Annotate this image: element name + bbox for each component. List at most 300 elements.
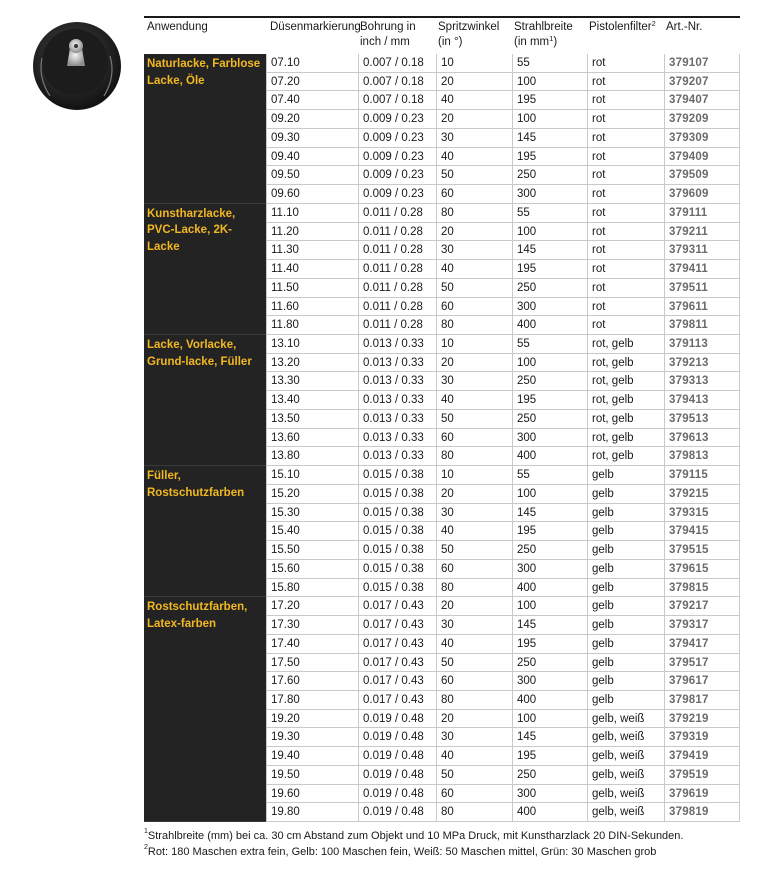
- cell-art-nr: 379519: [664, 766, 740, 784]
- cell-art-nr: 379417: [664, 635, 740, 653]
- footnote-1: [144, 828, 764, 844]
- cell-pistolenfilter: rot, gelb: [587, 410, 664, 428]
- cell-art-nr: 379419: [664, 747, 740, 765]
- cell-pistolenfilter: rot, gelb: [587, 391, 664, 409]
- cell-art-nr: 379113: [664, 335, 740, 353]
- cell-strahlbreite: 195: [512, 148, 587, 166]
- cell-strahlbreite: 195: [512, 747, 587, 765]
- cell-bohrung: 0.011 / 0.28: [358, 260, 436, 278]
- table-row: [266, 766, 740, 785]
- cell-spritzwinkel: 80: [436, 803, 512, 821]
- cell-bohrung: 0.013 / 0.33: [358, 372, 436, 390]
- table-row: [266, 279, 740, 298]
- cell-duesenmarkierung: 13.80: [266, 447, 358, 465]
- cell-art-nr: 379311: [664, 241, 740, 259]
- cell-spritzwinkel: 40: [436, 747, 512, 765]
- application-group: [144, 204, 266, 335]
- cell-spritzwinkel: 30: [436, 616, 512, 634]
- table-row: [266, 728, 740, 747]
- table-row: [266, 616, 740, 635]
- cell-spritzwinkel: 50: [436, 766, 512, 784]
- cell-spritzwinkel: 50: [436, 654, 512, 672]
- table-row: [266, 91, 740, 110]
- cell-spritzwinkel: 40: [436, 635, 512, 653]
- table-row: [266, 485, 740, 504]
- cell-spritzwinkel: 20: [436, 110, 512, 128]
- cell-bohrung: 0.007 / 0.18: [358, 73, 436, 91]
- cell-bohrung: 0.017 / 0.43: [358, 672, 436, 690]
- cell-pistolenfilter: gelb: [587, 597, 664, 615]
- cell-pistolenfilter: gelb: [587, 485, 664, 503]
- cell-art-nr: 379317: [664, 616, 740, 634]
- cell-pistolenfilter: gelb, weiß: [587, 747, 664, 765]
- cell-spritzwinkel: 50: [436, 541, 512, 559]
- cell-bohrung: 0.015 / 0.38: [358, 466, 436, 484]
- cell-strahlbreite: 55: [512, 335, 587, 353]
- col-winkel-line1: Spritzwinkel: [438, 21, 500, 33]
- cell-bohrung: 0.017 / 0.43: [358, 635, 436, 653]
- cell-strahlbreite: 300: [512, 672, 587, 690]
- cell-strahlbreite: 400: [512, 447, 587, 465]
- cell-duesenmarkierung: 19.30: [266, 728, 358, 746]
- cell-spritzwinkel: 20: [436, 485, 512, 503]
- cell-strahlbreite: 195: [512, 522, 587, 540]
- table-row: [266, 298, 740, 317]
- cell-spritzwinkel: 80: [436, 579, 512, 597]
- cell-duesenmarkierung: 19.20: [266, 710, 358, 728]
- cell-duesenmarkierung: 09.20: [266, 110, 358, 128]
- application-label: Naturlacke, Farblose Lacke, Öle: [147, 58, 261, 87]
- cell-duesenmarkierung: 19.50: [266, 766, 358, 784]
- cell-spritzwinkel: 60: [436, 185, 512, 203]
- cell-art-nr: 379409: [664, 148, 740, 166]
- table-row: [266, 110, 740, 129]
- cell-art-nr: 379513: [664, 410, 740, 428]
- cell-duesenmarkierung: 09.30: [266, 129, 358, 147]
- col-spritzwinkel: [438, 20, 499, 50]
- application-group: [144, 54, 266, 204]
- cell-duesenmarkierung: 15.80: [266, 579, 358, 597]
- cell-pistolenfilter: rot, gelb: [587, 354, 664, 372]
- table-row: [266, 73, 740, 92]
- cell-bohrung: 0.009 / 0.23: [358, 129, 436, 147]
- cell-bohrung: 0.013 / 0.33: [358, 335, 436, 353]
- cell-duesenmarkierung: 19.40: [266, 747, 358, 765]
- cell-duesenmarkierung: 17.40: [266, 635, 358, 653]
- cell-art-nr: 379115: [664, 466, 740, 484]
- cell-spritzwinkel: 20: [436, 73, 512, 91]
- cell-art-nr: 379613: [664, 429, 740, 447]
- cell-strahlbreite: 195: [512, 635, 587, 653]
- cell-strahlbreite: 400: [512, 316, 587, 334]
- cell-art-nr: 379811: [664, 316, 740, 334]
- footnote-mark-2: 2: [651, 19, 656, 28]
- cell-duesenmarkierung: 13.40: [266, 391, 358, 409]
- cell-art-nr: 379215: [664, 485, 740, 503]
- cell-pistolenfilter: rot: [587, 54, 664, 72]
- cell-spritzwinkel: 30: [436, 504, 512, 522]
- cell-duesenmarkierung: 13.30: [266, 372, 358, 390]
- cell-strahlbreite: 250: [512, 766, 587, 784]
- cell-spritzwinkel: 80: [436, 316, 512, 334]
- cell-duesenmarkierung: 15.20: [266, 485, 358, 503]
- cell-pistolenfilter: rot, gelb: [587, 335, 664, 353]
- cell-art-nr: 379213: [664, 354, 740, 372]
- cell-bohrung: 0.009 / 0.23: [358, 166, 436, 184]
- table-row: [266, 635, 740, 654]
- cell-duesenmarkierung: 13.20: [266, 354, 358, 372]
- cell-duesenmarkierung: 09.40: [266, 148, 358, 166]
- cell-bohrung: 0.009 / 0.23: [358, 110, 436, 128]
- cell-duesenmarkierung: 15.10: [266, 466, 358, 484]
- cell-strahlbreite: 55: [512, 204, 587, 222]
- cell-art-nr: 379619: [664, 785, 740, 803]
- cell-art-nr: 379111: [664, 204, 740, 222]
- cell-strahlbreite: 100: [512, 110, 587, 128]
- cell-strahlbreite: 100: [512, 73, 587, 91]
- cell-art-nr: 379209: [664, 110, 740, 128]
- cell-pistolenfilter: rot: [587, 204, 664, 222]
- cell-spritzwinkel: 60: [436, 429, 512, 447]
- col-breite-line1: Strahlbreite: [514, 21, 573, 33]
- cell-strahlbreite: 400: [512, 579, 587, 597]
- cell-duesenmarkierung: 11.10: [266, 204, 358, 222]
- cell-strahlbreite: 400: [512, 803, 587, 821]
- cell-bohrung: 0.007 / 0.18: [358, 91, 436, 109]
- table-row: [266, 335, 740, 354]
- cell-art-nr: 379211: [664, 223, 740, 241]
- cell-strahlbreite: 250: [512, 410, 587, 428]
- cell-spritzwinkel: 60: [436, 298, 512, 316]
- table-row: [266, 579, 740, 598]
- cell-pistolenfilter: rot, gelb: [587, 372, 664, 390]
- cell-duesenmarkierung: 11.50: [266, 279, 358, 297]
- cell-bohrung: 0.017 / 0.43: [358, 654, 436, 672]
- data-rows: [266, 54, 740, 822]
- cell-pistolenfilter: rot: [587, 241, 664, 259]
- table-row: [266, 691, 740, 710]
- table-row: [266, 466, 740, 485]
- cell-pistolenfilter: gelb, weiß: [587, 766, 664, 784]
- cell-pistolenfilter: gelb, weiß: [587, 785, 664, 803]
- table-row: [266, 148, 740, 167]
- cell-bohrung: 0.013 / 0.33: [358, 429, 436, 447]
- cell-spritzwinkel: 20: [436, 223, 512, 241]
- cell-bohrung: 0.011 / 0.28: [358, 316, 436, 334]
- cell-pistolenfilter: gelb: [587, 522, 664, 540]
- cell-art-nr: 379609: [664, 185, 740, 203]
- table-row: [266, 54, 740, 73]
- application-column: [144, 54, 266, 822]
- cell-art-nr: 379107: [664, 54, 740, 72]
- cell-strahlbreite: 100: [512, 354, 587, 372]
- footnotes: [144, 828, 764, 860]
- cell-pistolenfilter: rot: [587, 223, 664, 241]
- cell-spritzwinkel: 80: [436, 691, 512, 709]
- cell-spritzwinkel: 30: [436, 241, 512, 259]
- cell-spritzwinkel: 50: [436, 410, 512, 428]
- cell-strahlbreite: 300: [512, 560, 587, 578]
- cell-bohrung: 0.019 / 0.48: [358, 710, 436, 728]
- cell-bohrung: 0.019 / 0.48: [358, 803, 436, 821]
- footnote-1-text: Strahlbreite (mm) bei ca. 30 cm Abstand zum Objekt und 10 MPa Druck, mit Kunstharzlack 20 DIN-Sekunden.: [147, 830, 684, 842]
- cell-bohrung: 0.013 / 0.33: [358, 391, 436, 409]
- cell-pistolenfilter: rot, gelb: [587, 447, 664, 465]
- col-breite-line2b: ): [553, 36, 558, 48]
- cell-duesenmarkierung: 17.50: [266, 654, 358, 672]
- cell-bohrung: 0.015 / 0.38: [358, 579, 436, 597]
- cell-spritzwinkel: 60: [436, 785, 512, 803]
- spray-nozzle-icon: [30, 8, 124, 114]
- nozzle-table: [144, 16, 740, 822]
- cell-pistolenfilter: rot, gelb: [587, 429, 664, 447]
- cell-pistolenfilter: rot: [587, 316, 664, 334]
- cell-bohrung: 0.015 / 0.38: [358, 522, 436, 540]
- cell-art-nr: 379509: [664, 166, 740, 184]
- table-row: [266, 447, 740, 466]
- cell-spritzwinkel: 50: [436, 166, 512, 184]
- cell-art-nr: 379407: [664, 91, 740, 109]
- cell-spritzwinkel: 10: [436, 335, 512, 353]
- cell-bohrung: 0.017 / 0.43: [358, 597, 436, 615]
- cell-art-nr: 379617: [664, 672, 740, 690]
- table-row: [266, 785, 740, 804]
- table-row: [266, 747, 740, 766]
- table-row: [266, 672, 740, 691]
- table-row: [266, 410, 740, 429]
- col-filter-label: Pistolenfilter: [589, 21, 652, 33]
- application-label: Lacke, Vorlacke, Grund-lacke, Füller: [147, 339, 252, 368]
- cell-spritzwinkel: 60: [436, 560, 512, 578]
- application-group: [144, 597, 266, 822]
- cell-art-nr: 379207: [664, 73, 740, 91]
- cell-strahlbreite: 100: [512, 597, 587, 615]
- table-row: [266, 710, 740, 729]
- cell-art-nr: 379517: [664, 654, 740, 672]
- cell-strahlbreite: 100: [512, 485, 587, 503]
- table-row: [266, 260, 740, 279]
- cell-bohrung: 0.019 / 0.48: [358, 785, 436, 803]
- cell-bohrung: 0.015 / 0.38: [358, 560, 436, 578]
- cell-pistolenfilter: rot: [587, 110, 664, 128]
- cell-duesenmarkierung: 11.40: [266, 260, 358, 278]
- cell-spritzwinkel: 20: [436, 710, 512, 728]
- table-row: [266, 654, 740, 673]
- application-group: [144, 466, 266, 597]
- cell-art-nr: 379313: [664, 372, 740, 390]
- footnote-2-text: Rot: 180 Maschen extra fein, Gelb: 100 Maschen fein, Weiß: 50 Maschen mittel, Grün: 30 Maschen grob: [147, 846, 657, 858]
- footnote-1-mark: 1: [144, 828, 148, 835]
- cell-pistolenfilter: gelb: [587, 504, 664, 522]
- cell-pistolenfilter: rot: [587, 73, 664, 91]
- cell-spritzwinkel: 30: [436, 372, 512, 390]
- cell-art-nr: 379309: [664, 129, 740, 147]
- col-duesenmarkierung: Düsenmarkierung: [270, 21, 361, 33]
- col-bohrung-line2: inch / mm: [360, 36, 410, 48]
- cell-strahlbreite: 55: [512, 54, 587, 72]
- cell-duesenmarkierung: 07.40: [266, 91, 358, 109]
- cell-pistolenfilter: rot: [587, 148, 664, 166]
- cell-bohrung: 0.011 / 0.28: [358, 298, 436, 316]
- cell-strahlbreite: 250: [512, 541, 587, 559]
- cell-spritzwinkel: 40: [436, 391, 512, 409]
- cell-strahlbreite: 250: [512, 279, 587, 297]
- cell-strahlbreite: 300: [512, 429, 587, 447]
- table-row: [266, 372, 740, 391]
- cell-art-nr: 379315: [664, 504, 740, 522]
- cell-strahlbreite: 100: [512, 710, 587, 728]
- cell-bohrung: 0.011 / 0.28: [358, 279, 436, 297]
- cell-strahlbreite: 250: [512, 654, 587, 672]
- col-bohrung-line1: Bohrung in: [360, 21, 416, 33]
- cell-art-nr: 379819: [664, 803, 740, 821]
- table-row: [266, 316, 740, 335]
- cell-strahlbreite: 400: [512, 691, 587, 709]
- cell-bohrung: 0.015 / 0.38: [358, 541, 436, 559]
- cell-spritzwinkel: 80: [436, 204, 512, 222]
- cell-bohrung: 0.011 / 0.28: [358, 241, 436, 259]
- table-row: [266, 522, 740, 541]
- cell-strahlbreite: 55: [512, 466, 587, 484]
- cell-art-nr: 379217: [664, 597, 740, 615]
- cell-bohrung: 0.009 / 0.23: [358, 148, 436, 166]
- col-anwendung: Anwendung: [147, 21, 208, 33]
- cell-pistolenfilter: gelb: [587, 691, 664, 709]
- cell-duesenmarkierung: 19.80: [266, 803, 358, 821]
- cell-strahlbreite: 145: [512, 241, 587, 259]
- cell-art-nr: 379615: [664, 560, 740, 578]
- cell-pistolenfilter: gelb, weiß: [587, 803, 664, 821]
- col-art-nr: Art.-Nr.: [666, 21, 703, 33]
- table-row: [266, 429, 740, 448]
- cell-bohrung: 0.011 / 0.28: [358, 223, 436, 241]
- application-label: Rostschutzfarben, Latex-farben: [147, 601, 248, 630]
- cell-pistolenfilter: gelb: [587, 541, 664, 559]
- cell-strahlbreite: 145: [512, 728, 587, 746]
- cell-pistolenfilter: gelb: [587, 616, 664, 634]
- cell-spritzwinkel: 20: [436, 354, 512, 372]
- table-row: [266, 204, 740, 223]
- cell-pistolenfilter: gelb, weiß: [587, 710, 664, 728]
- application-label: Füller, Rostschutzfarben: [147, 470, 245, 499]
- cell-duesenmarkierung: 07.10: [266, 54, 358, 72]
- cell-duesenmarkierung: 13.50: [266, 410, 358, 428]
- table-row: [266, 391, 740, 410]
- cell-strahlbreite: 145: [512, 504, 587, 522]
- application-label: Kunstharzlacke, PVC-Lacke, 2K-Lacke: [147, 207, 236, 253]
- cell-art-nr: 379411: [664, 260, 740, 278]
- cell-duesenmarkierung: 09.60: [266, 185, 358, 203]
- cell-spritzwinkel: 50: [436, 279, 512, 297]
- cell-bohrung: 0.015 / 0.38: [358, 504, 436, 522]
- cell-bohrung: 0.015 / 0.38: [358, 485, 436, 503]
- cell-duesenmarkierung: 15.30: [266, 504, 358, 522]
- cell-spritzwinkel: 30: [436, 728, 512, 746]
- cell-duesenmarkierung: 11.80: [266, 316, 358, 334]
- cell-spritzwinkel: 60: [436, 672, 512, 690]
- cell-spritzwinkel: 40: [436, 148, 512, 166]
- cell-strahlbreite: 250: [512, 166, 587, 184]
- cell-pistolenfilter: gelb: [587, 579, 664, 597]
- col-strahlbreite: [514, 20, 573, 50]
- cell-duesenmarkierung: 17.80: [266, 691, 358, 709]
- cell-duesenmarkierung: 11.30: [266, 241, 358, 259]
- table-row: [266, 166, 740, 185]
- cell-spritzwinkel: 20: [436, 597, 512, 615]
- cell-bohrung: 0.019 / 0.48: [358, 728, 436, 746]
- table-body: [144, 54, 740, 822]
- table-row: [266, 803, 740, 822]
- cell-bohrung: 0.011 / 0.28: [358, 204, 436, 222]
- cell-duesenmarkierung: 07.20: [266, 73, 358, 91]
- cell-art-nr: 379611: [664, 298, 740, 316]
- cell-pistolenfilter: gelb: [587, 635, 664, 653]
- cell-spritzwinkel: 40: [436, 260, 512, 278]
- cell-pistolenfilter: gelb: [587, 560, 664, 578]
- cell-art-nr: 379319: [664, 728, 740, 746]
- footnote-mark-1: 1: [549, 34, 554, 43]
- cell-strahlbreite: 300: [512, 785, 587, 803]
- cell-bohrung: 0.019 / 0.48: [358, 766, 436, 784]
- cell-spritzwinkel: 80: [436, 447, 512, 465]
- cell-pistolenfilter: gelb, weiß: [587, 728, 664, 746]
- cell-bohrung: 0.019 / 0.48: [358, 747, 436, 765]
- cell-duesenmarkierung: 11.60: [266, 298, 358, 316]
- cell-strahlbreite: 195: [512, 91, 587, 109]
- col-breite-line2a: (in mm: [514, 36, 550, 48]
- footnote-2: [144, 844, 764, 860]
- cell-strahlbreite: 250: [512, 372, 587, 390]
- cell-spritzwinkel: 10: [436, 54, 512, 72]
- application-group: [144, 335, 266, 466]
- cell-art-nr: 379219: [664, 710, 740, 728]
- cell-bohrung: 0.017 / 0.43: [358, 691, 436, 709]
- col-bohrung: [360, 20, 416, 50]
- cell-pistolenfilter: gelb: [587, 672, 664, 690]
- table-row: [266, 504, 740, 523]
- cell-duesenmarkierung: 15.50: [266, 541, 358, 559]
- cell-duesenmarkierung: 19.60: [266, 785, 358, 803]
- cell-duesenmarkierung: 09.50: [266, 166, 358, 184]
- cell-duesenmarkierung: 17.60: [266, 672, 358, 690]
- cell-bohrung: 0.013 / 0.33: [358, 410, 436, 428]
- cell-spritzwinkel: 40: [436, 91, 512, 109]
- table-row: [266, 541, 740, 560]
- cell-duesenmarkierung: 17.20: [266, 597, 358, 615]
- table-row: [266, 241, 740, 260]
- cell-duesenmarkierung: 13.60: [266, 429, 358, 447]
- cell-pistolenfilter: rot: [587, 298, 664, 316]
- table-header: [144, 16, 740, 54]
- cell-pistolenfilter: rot: [587, 185, 664, 203]
- cell-bohrung: 0.009 / 0.23: [358, 185, 436, 203]
- cell-art-nr: 379813: [664, 447, 740, 465]
- cell-pistolenfilter: rot: [587, 279, 664, 297]
- cell-pistolenfilter: rot: [587, 91, 664, 109]
- table-row: [266, 223, 740, 242]
- cell-strahlbreite: 145: [512, 129, 587, 147]
- cell-pistolenfilter: gelb: [587, 466, 664, 484]
- cell-duesenmarkierung: 13.10: [266, 335, 358, 353]
- cell-art-nr: 379415: [664, 522, 740, 540]
- cell-strahlbreite: 145: [512, 616, 587, 634]
- table-row: [266, 185, 740, 204]
- cell-bohrung: 0.007 / 0.18: [358, 54, 436, 72]
- cell-pistolenfilter: rot: [587, 260, 664, 278]
- cell-art-nr: 379815: [664, 579, 740, 597]
- cell-art-nr: 379511: [664, 279, 740, 297]
- cell-duesenmarkierung: 11.20: [266, 223, 358, 241]
